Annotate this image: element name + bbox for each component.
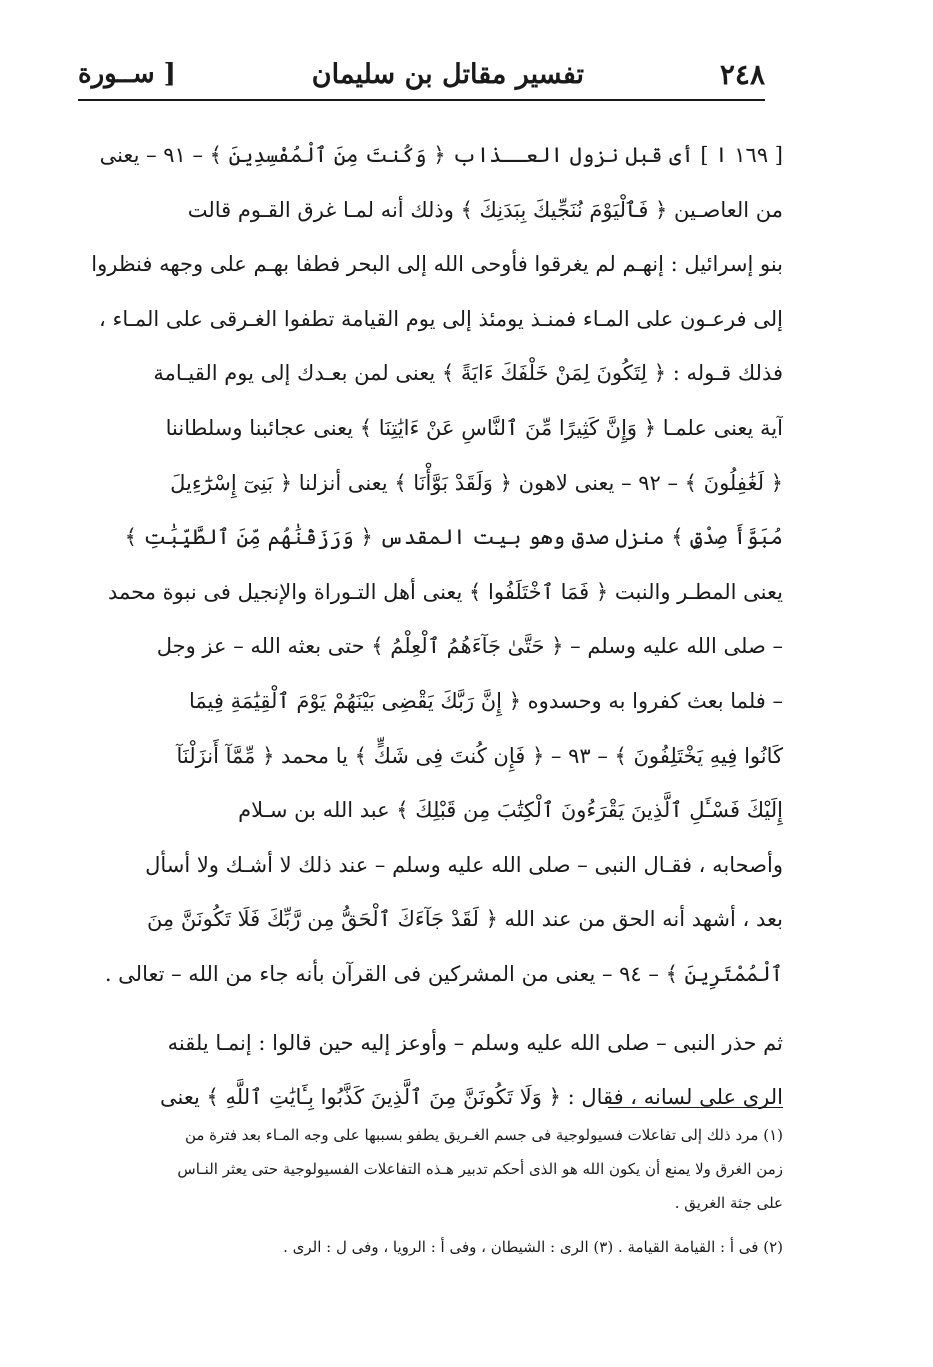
footnote-line: (٢) فى أ : القيامة القيامة . (٣) الرى : الشيطان ، وفى أ : الرويا ، وفى ل : الرى . (283, 1238, 783, 1256)
body-text (90, 128, 783, 1125)
body-line: إلى فرعـون على المـاء فمنـذ يومئذ إلى يوم القيامة تطفوا الغـرقى على المـاء ، (99, 306, 783, 331)
body-line: وأصحابه ، فقـال النبى – صلى الله عليه وسلم – عند ذلك لا أشـك ولا أسأل (145, 852, 783, 877)
header-rule (78, 99, 765, 101)
body-line: ٱلْمُمْتَرِينَ ﴾ – ٩٤ – يعنى من المشركين فى القرآن بأنه جاء من الله – تعالى . (104, 961, 783, 986)
page-header (78, 52, 765, 96)
footnote-line: زمن الغرق ولا يمنع أن يكون الله هو الذى أحكم تدبير هـذه التفاعلات الفسيولوجية حتى يعثر النـاس (177, 1160, 783, 1178)
body-line: الرى على لسانه ، فقال : ﴿ وَلَا تَكُونَنَّ مِنَ ٱلَّذِينَ كَذَّبُوا بِـَٔايَٰتِ ٱللَّهِ ﴾ يعنى (160, 1085, 783, 1110)
body-line: فذلك قـوله : ﴿ لِتَكُونَ لِمَنْ خَلْفَكَ ءَايَةً ﴾ يعنى لمن بعـدك إلى يوم القيـامة (153, 361, 783, 386)
footnote-line: على جثة الغريق . (674, 1194, 783, 1212)
body-line: إِلَيْكَ فَسْـَٔلِ ٱلَّذِينَ يَقْرَءُونَ ٱلْكِتَٰبَ مِن قَبْلِكَ ﴾ عبد الله بن سـلام (238, 798, 783, 823)
body-line: كَانُوا فِيهِ يَخْتَلِفُونَ ﴾ – ٩٣ – ﴿ فَإِن كُنتَ فِى شَكٍّ ﴾ يا محمد ﴿ مِّمَّآ أَنزَلْنَآ (176, 743, 783, 768)
body-line: – صلى الله عليه وسلم – ﴿ حَتَّىٰ جَآءَهُمُ ٱلْعِلْمُ ﴾ حتى بعثه الله – عز وجل (156, 634, 783, 659)
footnotes (90, 1118, 783, 1264)
body-line: ثم حذر النبى – صلى الله عليه وسلم – وأوعز إليه حين قالوا : إنمـا يلقنه (167, 1030, 783, 1055)
body-line: [ ١٦٩ ا ] أى قبل نزول العــذاب ﴿ وَكُنتَ مِنَ ٱلْمُفْسِدِينَ ﴾ – ٩١ – يعنى (99, 143, 783, 167)
body-line: يعنى المطـر والنبت ﴿ فَمَا ٱخْتَلَفُوا ﴾ يعنى أهل التـوراة والإنجيل فى نبوة محمد (108, 579, 783, 604)
running-title: تفسير مقاتل بن سليمان (311, 58, 585, 90)
body-line: – فلما بعث كفروا به وحسدوه ﴿ إِنَّ رَبَّكَ يَقْضِى بَيْنَهُمْ يَوْمَ ٱلْقِيَٰمَةِ فِيمَا (189, 688, 783, 713)
body-line: بنو إسرائيل : إنهـم لم يغرقوا فأوحى الله إلى البحر فطفا بهـم على وجهه فنظروا (91, 252, 783, 277)
body-line: ﴿ لَغَٰفِلُونَ ﴾ – ٩٢ – يعنى لاهون ﴿ وَلَقَدْ بَوَّأْنَا ﴾ يعنى أنزلنا ﴿ بَنِىٓ إِسْرَٰٓءِيلَ (170, 470, 783, 495)
body-line: آية يعنى علمـا ﴿ وَإِنَّ كَثِيرًا مِّنَ ٱلنَّاسِ عَنْ ءَايَٰتِنَا ﴾ يعنى عجائبنا وسلطاننا (165, 415, 783, 440)
body-line: مُبَوَّأَ صِدْقٍ ﴾ منزل صدق وهو بيت المقدس ﴿ وَرَزَقْنَٰهُم مِّنَ ٱلطَّيِّبَٰتِ ﴾ (124, 525, 783, 550)
body-line: من العاصـين ﴿ فَٱلْيَوْمَ نُنَجِّيكَ بِبَدَنِكَ ﴾ وذلك أنه لمـا غرق القـوم قالت (187, 197, 783, 222)
footnote-rule (608, 1107, 783, 1108)
running-section: [ ســورة (78, 59, 176, 89)
body-line: بعد ، أشهد أنه الحق من عند الله ﴿ لَقَدْ جَآءَكَ ٱلْحَقُّ مِن رَّبِّكَ فَلَا تَكُونَنَّ مِنَ (146, 907, 783, 932)
page-number: ٢٤٨ (719, 57, 765, 91)
footnote-line: (١) مرد ذلك إلى تفاعلات فسيولوجية فى جسم الغـريق يطفو بسببها على وجه المـاء بعد فترة من (184, 1126, 783, 1144)
